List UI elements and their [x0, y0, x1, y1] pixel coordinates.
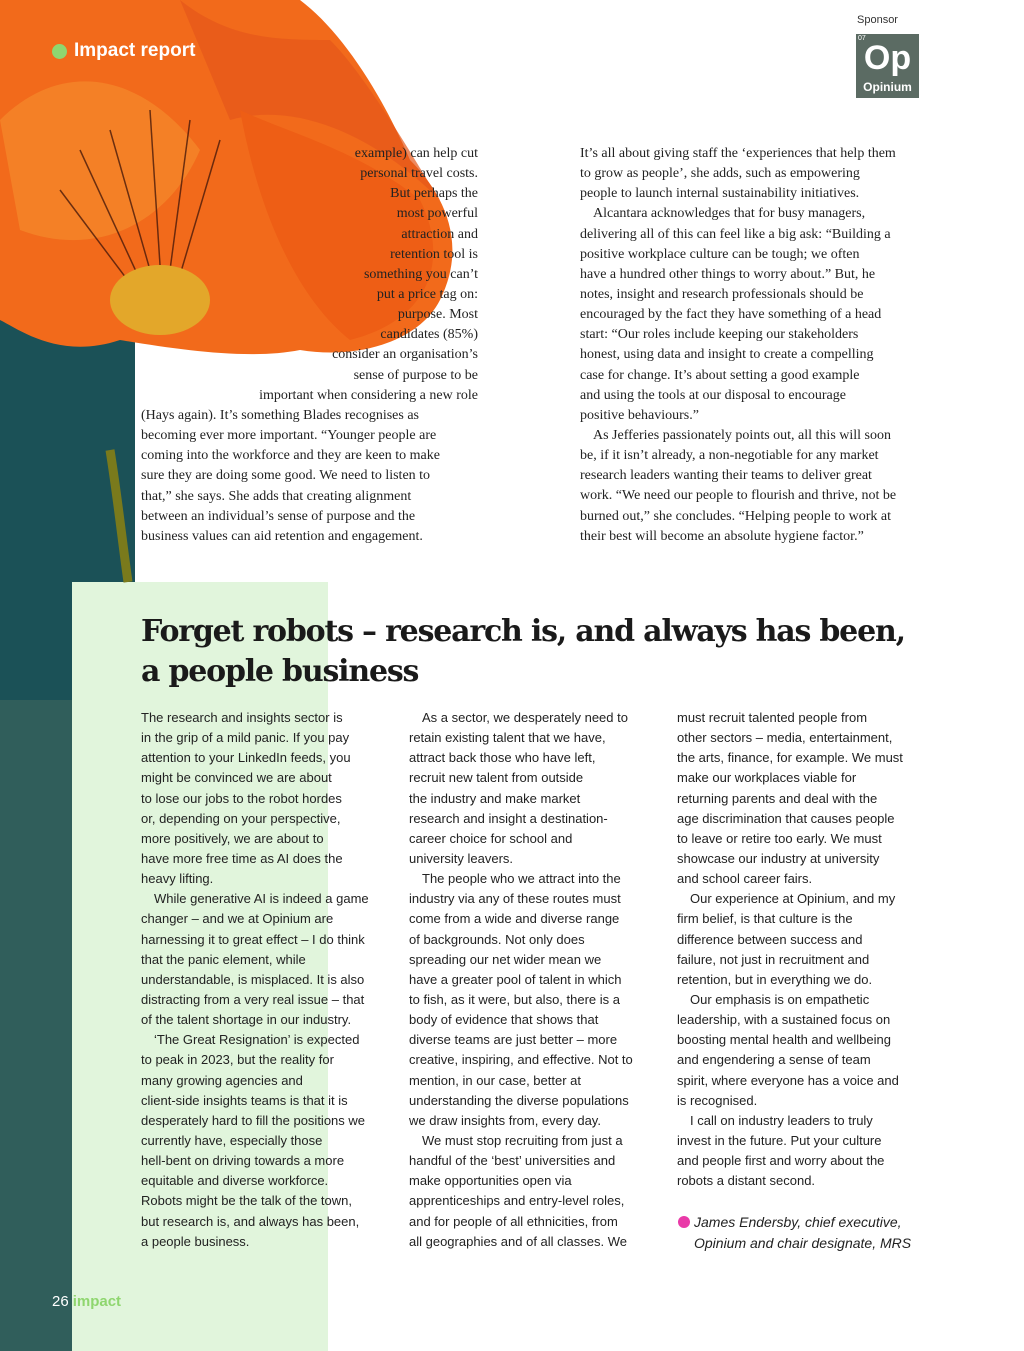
text-line: to grow as people’, she adds, such as empowering: [580, 166, 860, 182]
text-line: be, if it isn’t already, a non-negotiable for any market: [580, 448, 879, 464]
text-line: returning parents and deal with the: [677, 790, 878, 806]
text-line: client-side insights teams is that it is: [141, 1092, 348, 1108]
text-line: is recognised.: [677, 1092, 758, 1108]
text-line: body of evidence that shows that: [409, 1012, 599, 1028]
text-line: might be convinced we are about: [141, 770, 332, 786]
text-line: most powerful: [396, 206, 478, 222]
text-line: It’s all about giving staff the ‘experiences that help them: [580, 146, 896, 161]
logo-name: Opinium: [863, 80, 912, 94]
text-line: of the talent shortage in our industry.: [141, 1012, 352, 1028]
feature-column-3: [677, 708, 932, 1191]
text-line: But perhaps the: [390, 186, 478, 202]
text-line: example) can help cut: [354, 146, 478, 161]
text-line: other sectors – media, entertainment,: [677, 730, 893, 746]
text-line: university leavers.: [409, 850, 514, 866]
text-line: of backgrounds. Not only does: [409, 931, 585, 947]
author-credit: [678, 1212, 911, 1253]
text-line: career choice for school and: [409, 830, 573, 846]
text-line: business values can aid retention and engagement.: [141, 528, 423, 544]
text-line: their best will become an absolute hygiene factor.”: [580, 528, 864, 544]
text-line: the arts, finance, for example. We must: [677, 750, 903, 766]
text-line: we draw insights from, every day.: [409, 1112, 601, 1128]
text-line: As Jefferies passionately points out, all this will soon: [593, 427, 891, 443]
text-line: or, depending on your perspective,: [141, 810, 341, 826]
text-line: Alcantara acknowledges that for busy managers,: [593, 206, 866, 222]
text-line: consider an organisation’s: [332, 347, 478, 363]
text-line: retention, but in everything we do.: [677, 971, 873, 987]
text-line: difference between success and: [677, 931, 863, 947]
text-line: industry via any of these routes must: [409, 891, 621, 907]
text-line: attraction and: [401, 226, 478, 242]
text-line: come from a wide and diverse range: [409, 911, 620, 927]
text-line: honest, using data and insight to create a compelling: [580, 347, 874, 363]
top-article-left: [141, 406, 481, 547]
text-line: and for people of all ethnicities, from: [409, 1213, 618, 1229]
text-line: have a hundred other things to worry about.” But, he: [580, 266, 876, 282]
text-line: failure, not just in recruitment and: [677, 951, 870, 967]
headline-line: Forget robots – research is, and always has been,: [141, 614, 905, 649]
text-line: between an individual’s sense of purpose and the: [141, 508, 416, 524]
text-line: distracting from a very real issue – that: [141, 991, 365, 1007]
text-line: changer – and we at Opinium are: [141, 911, 334, 927]
text-line: encouraged by the fact they have something of a head: [580, 307, 882, 323]
text-line: firm belief, is that culture is the: [677, 911, 853, 927]
text-line: equitable and diverse workforce.: [141, 1173, 329, 1189]
text-line: and using the tools at our disposal to encourage: [580, 387, 846, 403]
text-line: ‘The Great Resignation’ is expected: [154, 1032, 360, 1048]
text-line: positive behaviours.”: [580, 407, 699, 423]
text-line: harnessing it to great effect – I do think: [141, 931, 365, 947]
feature-column-2: [409, 708, 664, 1252]
text-line: to peak in 2023, but the reality for: [141, 1052, 334, 1068]
text-line: desperately hard to fill the positions we: [141, 1112, 366, 1128]
section-label: [52, 40, 195, 62]
text-line: (Hays again). It’s something Blades recognises as: [141, 408, 419, 423]
text-line: sure they are doing some good. We need to listen to: [141, 468, 431, 484]
text-line: As a sector, we desperately need to: [422, 710, 628, 725]
text-line: in the grip of a mild panic. If you pay: [141, 730, 350, 746]
text-line: coming into the workforce and they are keen to make: [141, 448, 440, 464]
section-label-text: Impact report: [74, 40, 196, 61]
text-line: put a price tag on:: [376, 286, 478, 302]
text-line: burned out,” she concludes. “Helping people to work at: [580, 508, 892, 524]
text-line: retain existing talent that we have,: [409, 730, 606, 746]
page-number: 26: [52, 1293, 69, 1310]
text-line: age discrimination that causes people: [677, 810, 895, 826]
text-line: I call on industry leaders to truly: [690, 1112, 873, 1128]
headline-line: a people business: [141, 654, 419, 689]
text-line: to fish, as it were, but also, there is a: [409, 991, 620, 1007]
text-line: hell-bent on driving towards a more: [141, 1153, 345, 1169]
text-line: that,” she says. She adds that creating alignment: [141, 488, 412, 504]
text-line: research leaders wanting their teams to deliver great: [580, 468, 872, 484]
logo-symbol: Op: [863, 39, 912, 77]
feature-column-1: [141, 708, 396, 1252]
feature-headline: [141, 612, 905, 692]
text-line: many growing agencies and: [141, 1072, 303, 1088]
text-line: all geographies and of all classes. We: [409, 1233, 627, 1249]
text-line: handful of the ‘best’ universities and: [409, 1153, 616, 1169]
text-line: diverse teams are just better – more: [409, 1032, 618, 1048]
text-line: and engendering a sense of team: [677, 1052, 871, 1068]
text-line: delivering all of this can feel like a big ask: “Building a: [580, 226, 891, 242]
text-line: becoming ever more important. “Younger people are: [141, 428, 437, 444]
pink-dot-icon: [678, 1216, 690, 1228]
text-line: positive workplace culture can be tough; we often: [580, 246, 860, 262]
text-line: currently have, especially those: [141, 1132, 323, 1148]
text-line: have more free time as AI does the: [141, 850, 343, 866]
text-line: a people business.: [141, 1233, 250, 1249]
text-line: must recruit talented people from: [677, 710, 868, 725]
text-line: retention tool is: [390, 246, 478, 262]
text-line: something you can’t: [363, 266, 478, 282]
opinium-logo: [856, 34, 919, 98]
logo-number: 07: [858, 35, 866, 42]
text-line: more positively, we are about to: [141, 830, 324, 846]
top-article-right: [580, 144, 925, 547]
text-line: invest in the future. Put your culture: [677, 1132, 882, 1148]
green-dot-icon: [52, 44, 67, 59]
text-line: spreading our net wider mean we: [409, 951, 602, 967]
text-line: and school career fairs.: [677, 871, 813, 887]
sponsor-label: Sponsor: [857, 14, 898, 26]
text-line: leadership, with a sustained focus on: [677, 1012, 891, 1028]
text-line: The people who we attract into the: [422, 871, 621, 887]
magazine-name: impact: [72, 1293, 122, 1310]
text-line: people to launch internal sustainability initiatives.: [580, 186, 860, 202]
text-line: and people first and worry about the: [677, 1153, 885, 1169]
text-line: start: “Our roles include keeping our stakeholders: [580, 327, 859, 343]
credit-line: James Endersby, chief executive,: [694, 1214, 902, 1230]
text-line: mention, in our case, better at: [409, 1072, 581, 1088]
text-line: We must stop recruiting from just a: [422, 1132, 623, 1148]
top-article-left-wrapped: [140, 144, 478, 406]
text-line: case for change. It’s about setting a good example: [580, 367, 860, 383]
text-line: attract back those who have left,: [409, 750, 596, 766]
text-line: Our experience at Opinium, and my: [690, 891, 896, 907]
text-line: make opportunities open via: [409, 1173, 572, 1189]
text-line: While generative AI is indeed a game: [154, 891, 369, 907]
text-line: purpose. Most: [397, 307, 478, 323]
text-line: personal travel costs.: [360, 166, 478, 182]
text-line: understanding the diverse populations: [409, 1092, 629, 1108]
text-line: attention to your LinkedIn feeds, you: [141, 750, 351, 766]
text-line: candidates (85%): [380, 327, 478, 343]
text-line: but research is, and always has been,: [141, 1213, 360, 1229]
text-line: the industry and make market: [409, 790, 581, 806]
text-line: recruit new talent from outside: [409, 770, 584, 786]
text-line: to leave or retire too early. We must: [677, 830, 882, 846]
text-line: heavy lifting.: [141, 871, 214, 887]
text-line: boosting mental health and wellbeing: [677, 1032, 891, 1048]
credit-line: Opinium and chair designate, MRS: [694, 1234, 912, 1251]
text-line: Robots might be the talk of the town,: [141, 1193, 353, 1209]
page-folio: [52, 1293, 121, 1310]
text-line: robots a distant second.: [677, 1173, 816, 1189]
text-line: Our emphasis is on empathetic: [690, 991, 870, 1007]
text-line: notes, insight and research professionals should be: [580, 286, 864, 302]
text-line: make our workplaces viable for: [677, 770, 857, 786]
text-line: important when considering a new role: [259, 387, 478, 403]
text-line: research and insight a destination-: [409, 810, 608, 826]
text-line: understandable, is misplaced. It is also: [141, 971, 365, 987]
text-line: have a greater pool of talent in which: [409, 971, 622, 987]
text-line: sense of purpose to be: [353, 367, 478, 383]
text-line: apprenticeships and entry-level roles,: [409, 1193, 625, 1209]
text-line: The research and insights sector is: [141, 710, 343, 725]
teal-sidebar-block: [0, 700, 72, 1351]
text-line: to lose our jobs to the robot hordes: [141, 790, 342, 806]
text-line: work. “We need our people to flourish and thrive, not be: [580, 488, 897, 504]
text-line: showcase our industry at university: [677, 850, 880, 866]
text-line: that the panic element, while: [141, 951, 306, 967]
text-line: creative, inspiring, and effective. Not to: [409, 1052, 633, 1068]
text-line: spirit, where everyone has a voice and: [677, 1072, 899, 1088]
